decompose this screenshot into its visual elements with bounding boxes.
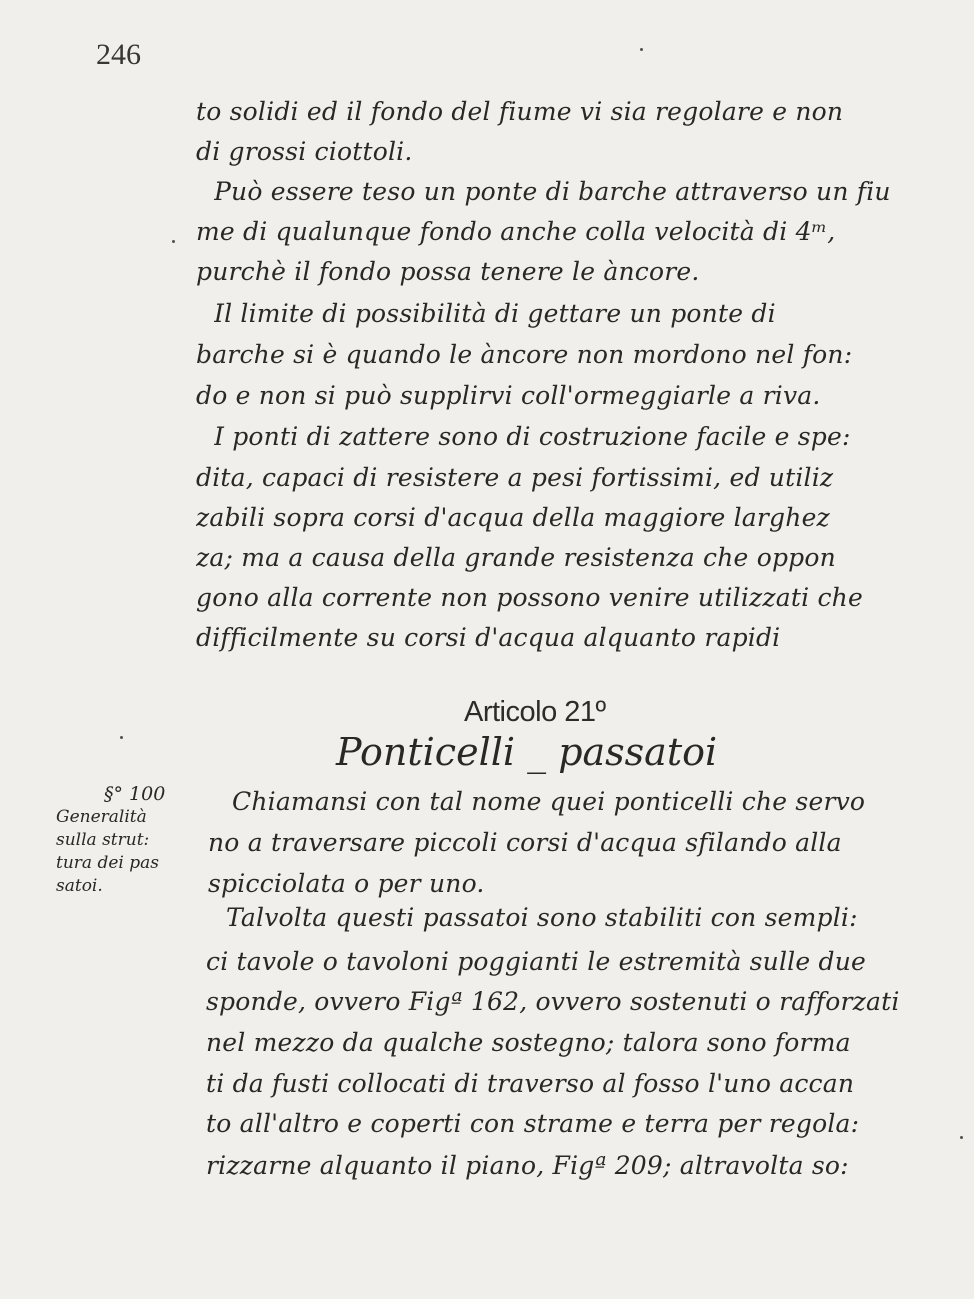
text-line: gono alla corrente non possono venire utilizzati che [196,583,863,612]
article-number: Articolo 21º [464,696,606,728]
text-line: di grossi ciottoli. [196,137,413,166]
paper-speck [960,1136,963,1139]
text-line: Talvolta questi passatoi sono stabiliti con sempli: [226,903,858,932]
paper-speck [640,48,643,51]
text-line: me di qualunque fondo anche colla velocità di 4ᵐ, [196,217,836,246]
margin-note [56,783,206,898]
text-line: rizzarne alquanto il piano, Figª 209; altravolta so: [206,1151,849,1180]
text-line: to solidi ed il fondo del fiume vi sia regolare e non [196,97,844,126]
text-line: Chiamansi con tal nome quei ponticelli che servo [232,787,866,816]
paper-speck [120,736,123,739]
text-line: za; ma a causa della grande resistenza che oppon [196,543,836,572]
text-line: I ponti di zattere sono di costruzione facile e spe: [214,422,851,451]
text-line: nel mezzo da qualche sostegno; talora sono forma [206,1028,851,1057]
margin-note-line: sulla strut: [56,830,150,850]
text-line: sponde, ovvero Figª 162, ovvero sostenuti o rafforzati [206,987,900,1016]
text-line: dita, capaci di resistere a pesi fortissimi, ed utiliz [196,463,834,492]
paper-speck [172,240,175,243]
page-number: 246 [96,38,141,71]
text-line: difficilmente su corsi d'acqua alquanto rapidi [196,623,781,652]
text-line: no a traversare piccoli corsi d'acqua sfilando alla [208,828,842,857]
text-line: barche si è quando le àncore non mordono nel fon: [196,340,853,369]
text-line: Il limite di possibilità di gettare un ponte di [214,299,776,328]
section-title: Ponticelli _ passatoi [336,730,718,774]
margin-note-line: tura dei pas [56,853,159,873]
text-line: ti da fusti collocati di traverso al fosso l'uno accan [206,1069,855,1098]
margin-note-line: Generalità [56,807,147,827]
margin-note-line: satoi. [56,876,103,896]
text-line: ci tavole o tavoloni poggianti le estremità sulle due [206,947,866,976]
text-line: zabili sopra corsi d'acqua della maggiore larghez [196,503,830,532]
margin-note-number: §° 100 [104,783,166,805]
text-line: spicciolata o per uno. [208,869,485,898]
text-line: to all'altro e coperti con strame e terra per regola: [206,1109,860,1138]
text-line: purchè il fondo possa tenere le àncore. [196,257,700,286]
text-line: do e non si può supplirvi coll'ormeggiarle a riva. [196,381,821,410]
text-line: Può essere teso un ponte di barche attraverso un fiu [214,177,891,206]
